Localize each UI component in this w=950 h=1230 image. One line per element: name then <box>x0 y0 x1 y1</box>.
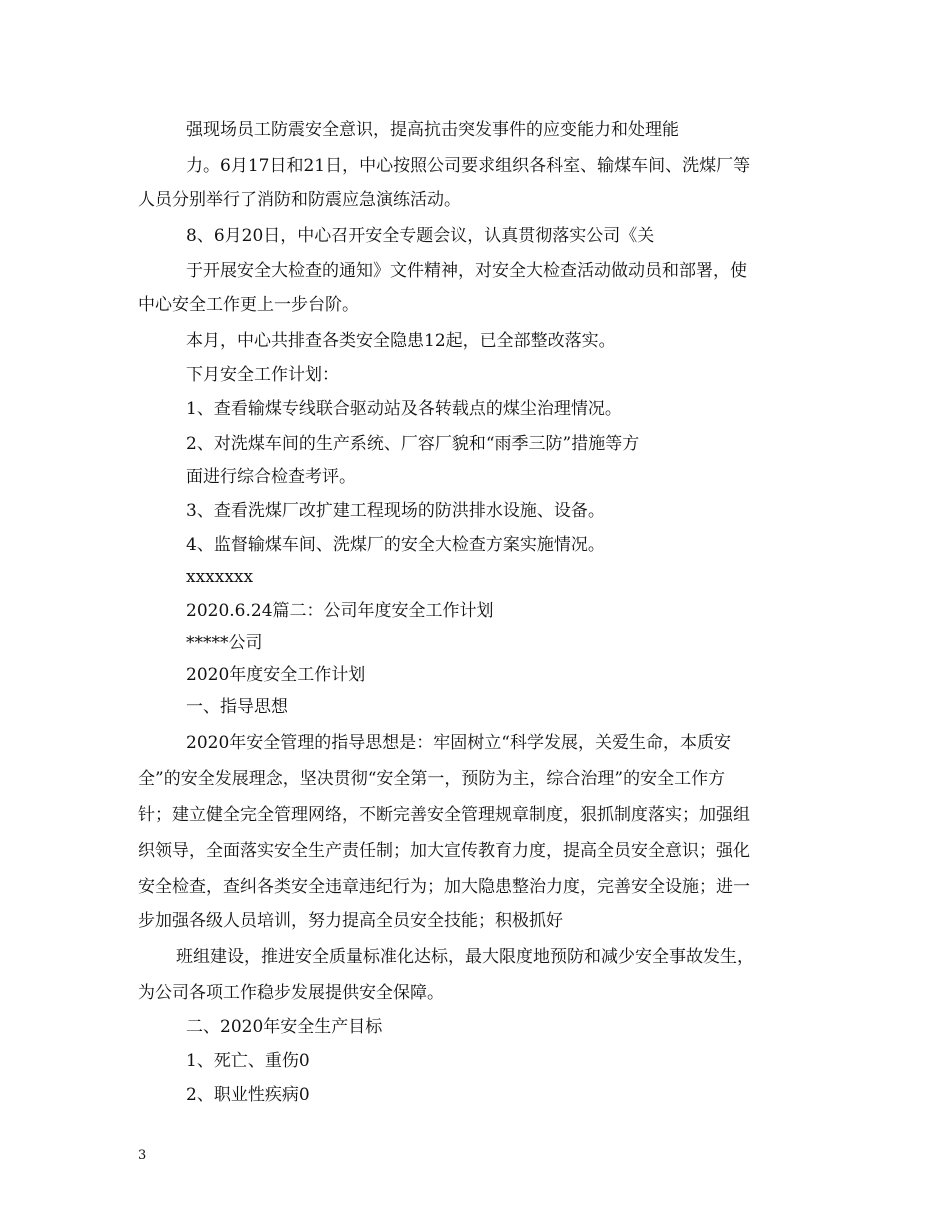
text-line: 力。6月17日和21日，中心按照公司要求组织各科室、输煤车间、洗煤厂等 <box>186 156 751 176</box>
text-line: 于开展安全大检查的通知》文件精神，对安全大检查活动做动员和部署，使 <box>186 261 747 281</box>
text-line: 班组建设，推进安全质量标准化达标，最大限度地预防和减少安全事故发生， <box>176 947 754 967</box>
text-line: 步加强各级人员培训，努力提高全员安全技能；积极抓好 <box>138 911 563 931</box>
text-line: 为公司各项工作稳步发展提供安全保障。 <box>138 983 444 1003</box>
text-line: 一、指导思想 <box>186 697 288 717</box>
text-line: 全”的安全发展理念，坚决贯彻“安全第一，预防为主，综合治理”的安全工作方 <box>138 769 726 789</box>
text-line: 人员分别举行了消防和防震应急演练活动。 <box>138 190 461 210</box>
text-line: 二、2020年安全生产目标 <box>186 1017 383 1037</box>
text-line: 安全检查，查纠各类安全违章违纪行为；加大隐患整治力度，完善安全设施；进一 <box>138 877 750 897</box>
text-line: 下月安全工作计划： <box>186 365 339 385</box>
text-line: 2、对洗煤车间的生产系统、厂容厂貌和“雨季三防”措施等方 <box>186 434 640 454</box>
text-line: xxxxxxx <box>186 567 254 587</box>
text-line: 织领导，全面落实安全生产责任制；加大宣传教育力度，提高全员安全意识；强化 <box>138 841 750 861</box>
text-line: 本月，中心共排查各类安全隐患12起，已全部整改落实。 <box>186 331 616 351</box>
text-line: 1、死亡、重伤0 <box>186 1051 310 1071</box>
text-line: *****公司 <box>186 633 263 653</box>
text-line: 4、监督输煤车间、洗煤厂的安全大检查方案实施情况。 <box>186 535 605 555</box>
text-line: 强现场员工防震安全意识，提高抗击突发事件的应变能力和处理能 <box>186 120 679 140</box>
text-line: 2020.6.24篇二：公司年度安全工作计划 <box>186 601 494 621</box>
text-line: 中心安全工作更上一步台阶。 <box>138 295 359 315</box>
text-line: 3、查看洗煤厂改扩建工程现场的防洪排水设施、设备。 <box>186 501 605 521</box>
text-line: 2020年安全管理的指导思想是：牢固树立“科学发展，关爱生命，本质安 <box>186 733 731 753</box>
text-line: 8、6月20日，中心召开安全专题会议，认真贯彻落实公司《关 <box>186 226 655 246</box>
text-line: 面进行综合检查考评。 <box>186 467 356 487</box>
page-number: 3 <box>138 1148 147 1163</box>
text-line: 2020年度安全工作计划 <box>186 665 366 685</box>
text-line: 2、职业性疾病0 <box>186 1085 310 1105</box>
text-line: 1、查看输煤专线联合驱动站及各转载点的煤尘治理情况。 <box>186 399 622 419</box>
text-line: 针；建立健全完全管理网络，不断完善安全管理规章制度，狠抓制度落实；加强组 <box>138 805 750 825</box>
